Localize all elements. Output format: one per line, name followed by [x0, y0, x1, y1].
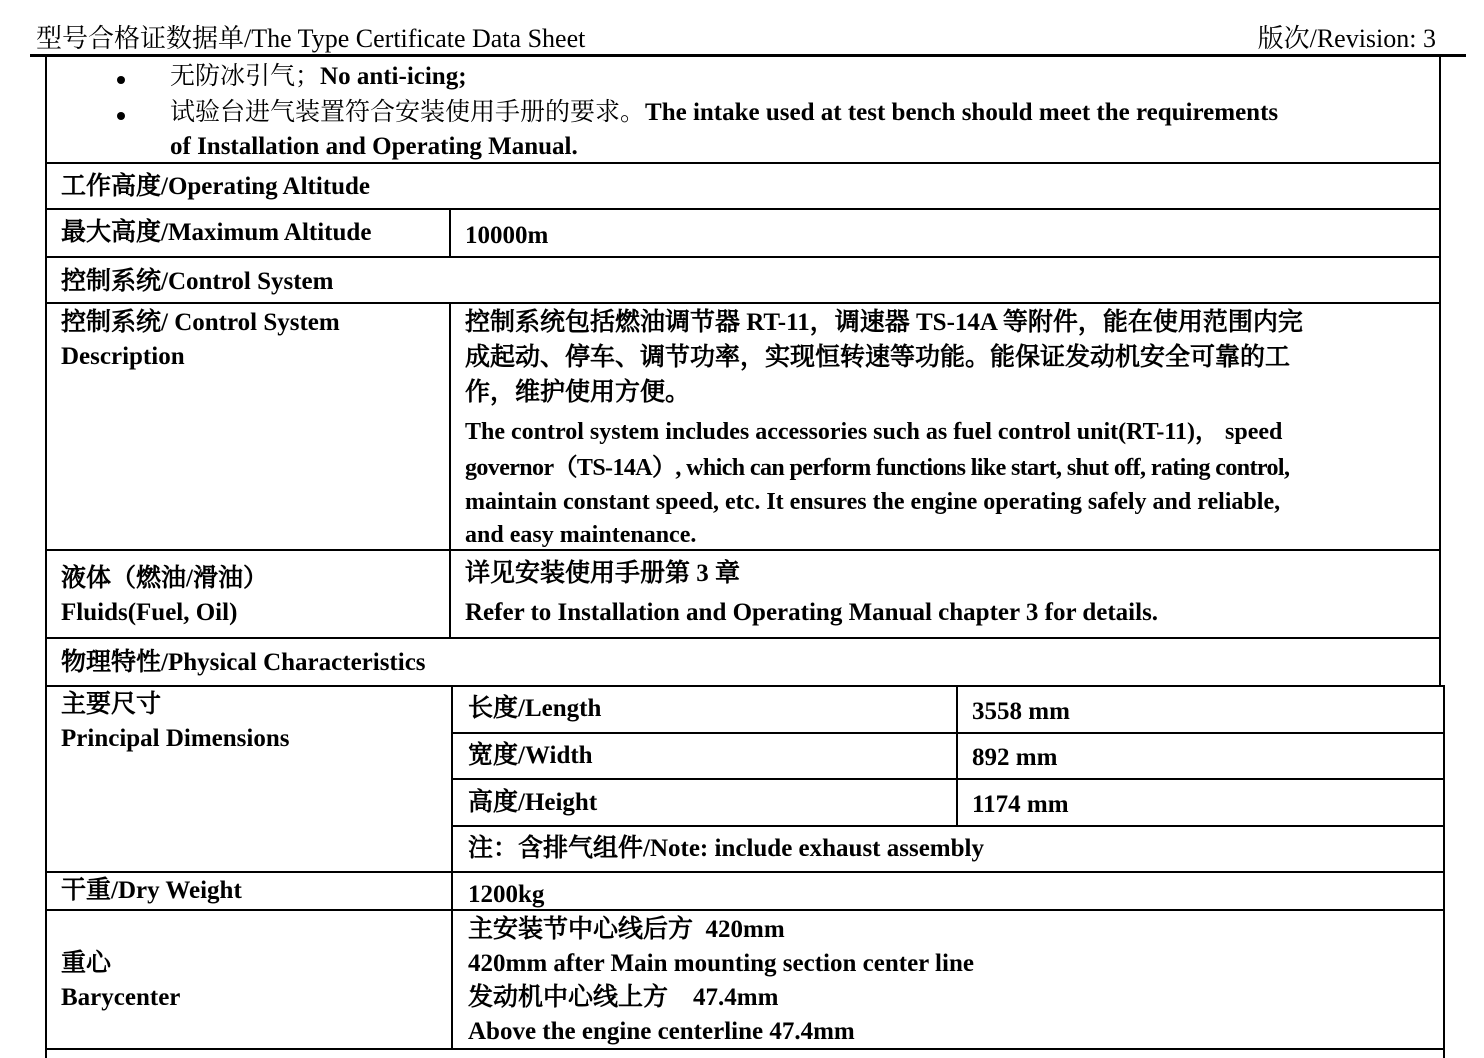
fluids-label: 液体（燃油/滑油）: [61, 565, 268, 592]
dim-name: 长度/Length: [468, 695, 602, 722]
barycenter-label-en: Barycenter: [61, 984, 181, 1011]
dim-value: 1174 mm: [972, 791, 1069, 818]
table-left-border: [45, 56, 47, 1058]
control-system-label: 控制系统/ Control System: [61, 309, 340, 336]
control-system-label-cont: Description: [61, 343, 185, 370]
control-system-cn-line: 控制系统包括燃油调节器 RT-11，调速器 TS-14A 等附件，能在使用范围内完: [465, 309, 1303, 336]
barycenter-label: 重心: [61, 950, 112, 977]
row-rule: [45, 685, 1445, 687]
row-rule: [45, 302, 1441, 304]
fluids-value-en: Refer to Installation and Operating Manual chapter 3 for details.: [465, 599, 1159, 626]
section-control-system: 控制系统/Control System: [61, 268, 334, 295]
row-rule: [45, 871, 1445, 873]
control-system-en-line: governor（TS-14A）, which can perform functions like start, shut off, rating control,: [465, 455, 1290, 481]
revision-label: 版次/Revision: 3: [1257, 24, 1436, 53]
bullet-icon: [117, 76, 125, 84]
section-physical: 物理特性/Physical Characteristics: [61, 649, 426, 676]
section-operating-altitude: 工作高度/Operating Altitude: [61, 173, 371, 200]
barycenter-line: Above the engine centerline 47.4mm: [468, 1018, 855, 1045]
col-divider: [449, 302, 451, 637]
row-rule: [45, 549, 1441, 551]
barycenter-line: 发动机中心线上方 47.4mm: [468, 984, 779, 1011]
dry-weight-value: 1200kg: [468, 881, 545, 908]
max-altitude-label: 最大高度/Maximum Altitude: [61, 219, 372, 246]
dim-value: 892 mm: [972, 744, 1058, 771]
dims-note: 注：含排气组件/Note: include exhaust assembly: [468, 835, 984, 862]
page-header: [36, 18, 1436, 52]
max-altitude-value: 10000m: [465, 222, 549, 249]
document-title: 型号合格证数据单/The Type Certificate Data Sheet: [36, 24, 586, 53]
col-divider: [449, 208, 451, 256]
row-rule: [45, 208, 1441, 210]
fluids-value-cn: 详见安装使用手册第 3 章: [465, 560, 741, 587]
dry-weight-label: 干重/Dry Weight: [61, 877, 242, 904]
col-divider: [451, 685, 453, 1048]
bullet-intake-cont: of Installation and Operating Manual.: [170, 133, 578, 160]
row-rule: [45, 256, 1441, 258]
fluids-label-en: Fluids(Fuel, Oil): [61, 599, 238, 626]
control-system-en-line: The control system includes accessories such as fuel control unit(RT-11)， speed: [465, 419, 1283, 445]
barycenter-line: 420mm after Main mounting section center line: [468, 950, 974, 977]
row-rule: [45, 909, 1445, 911]
bullet-icon: [117, 112, 125, 120]
col-divider: [956, 685, 958, 825]
dim-name: 宽度/Width: [468, 742, 593, 769]
control-system-en-line: maintain constant speed, etc. It ensures the engine operating safely and reliable,: [465, 489, 1281, 515]
dims-rule: [452, 825, 1445, 827]
dims-rule: [452, 778, 1445, 780]
bullet-intake: 试验台进气装置符合安装使用手册的要求。The intake used at test bench should meet the requirements: [170, 99, 1279, 126]
control-system-cn-line: 作，维护使用方便。: [465, 379, 691, 406]
control-system-cn-line: 成起动、停车、调节功率，实现恒转速等功能。能保证发动机安全可靠的工: [465, 344, 1291, 371]
control-system-en-line: and easy maintenance.: [465, 522, 697, 548]
row-rule: [45, 637, 1441, 639]
dim-value: 3558 mm: [972, 698, 1070, 725]
dims-rule: [452, 732, 1445, 734]
bullet-no-anti-icing: 无防冰引气；No anti-icing;: [170, 63, 467, 90]
dim-name: 高度/Height: [468, 789, 598, 816]
barycenter-line: 主安装节中心线后方 420mm: [468, 916, 785, 943]
dims-label: 主要尺寸: [61, 691, 162, 718]
table-right-border-upper: [1439, 56, 1441, 686]
dims-label-en: Principal Dimensions: [61, 725, 290, 752]
header-rule: [30, 54, 1466, 57]
